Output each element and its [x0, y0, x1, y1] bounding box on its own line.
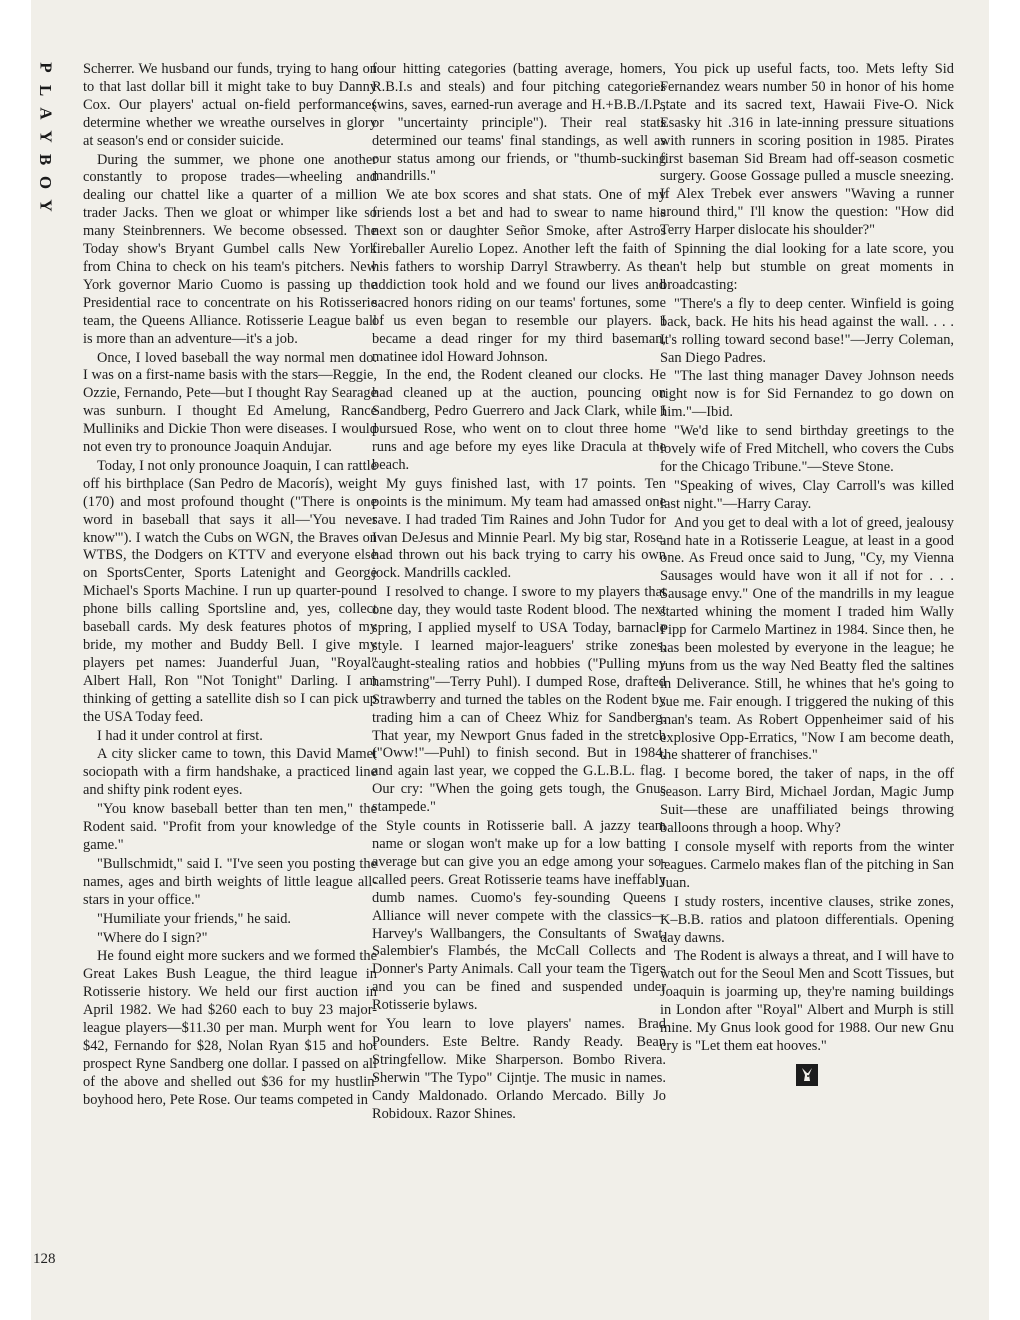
paragraph: My guys finished last, with 17 points. Ten points is the minimum. My team had amassed one save. I had traded Tim Raines and John Tudor for Ivan DeJesus and Minnie Pearl. My big star, Rose, had thrown out his back trying to carry his own jock. Mandrills cackled. [372, 475, 666, 582]
spine-letter: A [36, 107, 56, 120]
paragraph: I console myself with reports from the winter leagues. Carmelo makes flan of the pitching in San Juan. [660, 838, 954, 891]
paragraph: I study rosters, incentive clauses, strike zones, K–B.B. ratios and platoon differentials. Opening day dawns. [660, 893, 954, 946]
spine-letter: B [36, 153, 56, 166]
article-column-3 [660, 61, 954, 1086]
paragraph: four hitting categories (batting average, homers, R.B.I.s and steals) and four pitching categories (wins, saves, earned-run average and H.+B.B./I.P., or "uncertainty principle"). Their real stats determined our teams' final standings, as well as our status among our friends, or "thumb-sucking mandrills." [372, 61, 666, 185]
paragraph: I become bored, the taker of naps, in the off season. Larry Bird, Michael Jordan, Magic Jump Suit—these are unaffiliated beings throwing balloons through a hoop. Why? [660, 766, 954, 837]
magazine-page [31, 0, 989, 1320]
paragraph: He found eight more suckers and we formed the Great Lakes Bush League, the third league in Rotisserie history. We held our first auction in April 1982. We had $260 each to buy 23 major-league players—$11.30 per man. Murph went for $42, Fernando for $28, Nolan Ryan $15 and hot prospect Ryne Sandberg one dollar. I passed on all of the above and shelled out $36 for my hustlin' boyhood hero, Pete Rose. Our teams competed in [83, 948, 377, 1108]
paragraph: I had it under control at first. [97, 727, 263, 744]
spine-letter: Y [36, 130, 56, 143]
paragraph: Scherrer. We husband our funds, trying to hang on to that last dollar bill it might take to buy Danny Cox. Our players' actual on-field performances determine whether we wreathe ourselves in glory at season's end or consider suicide. [83, 61, 377, 149]
paragraph: Style counts in Rotisserie ball. A jazzy team name or slogan won't make up for a low batting average but can give you an edge among your so-called peers. Great Rotisserie teams have ineffably dumb names. Cuomo's fey-sounding Queens Alliance will never compete with the classics—Harvey's Wallbangers, the Consultants of Swat, Salembier's Flambés, the McCall Collects and Donner's Party Animals. Call your team the Tigers and you can be fined and suspended under Rotisserie bylaws. [372, 818, 666, 1014]
spine-letter: L [36, 84, 56, 97]
paragraph: "There's a fly to deep center. Winfield is going back, back. He hits his head against the wall. . . . It's rolling toward second base!"—Jerry Coleman, San Diego Padres. [660, 295, 954, 366]
paragraph: The Rodent is always a threat, and I will have to watch out for the Seoul Men and Scott Tissues, but Joaquin is joarming up, they're naming buildings in London after "Royal" Albert and Murph is still mine. My Gnus look good for 1988. Our new Gnu cry is "Let them eat hooves." [660, 948, 954, 1054]
paragraph: I resolved to change. I swore to my players that one day, they would taste Rodent blood. The next spring, I applied myself to USA Today, barnacle style. I learned major-leaguers' strike zones, caught-stealing ratios and hobbies ("Pulling my hamstring"—Terry Puhl). I dumped Rose, drafted Strawberry and turned the tables on the Rodent by trading him a can of Cheez Whiz for Sandberg. That year, my Newport Gnus faded in the stretch ("Oww!"—Puhl) to finish second. But in 1984, and again last year, we copped the G.L.B.L. flag. Our cry: "When the going gets tough, the Gnus stampede." [372, 584, 666, 816]
article-column-2 [372, 61, 666, 1124]
magazine-spine-label [31, 56, 61, 217]
paragraph: "Speaking of wives, Clay Carroll's was killed last night."—Harry Caray. [660, 477, 954, 512]
page-number: 128 [33, 1251, 56, 1267]
paragraph: A city slicker came to town, this David Mamet sociopath with a firm handshake, a practiced line and shifty pink rodent eyes. [83, 746, 377, 799]
paragraph: Once, I loved baseball the way normal men do. I was on a first-name basis with the stars—Reggie, Ozzie, Fernando, Pete—but I thought Ray Searage was sunburn. I thought Ed Amelung, Rance Mulliniks and Dickie Thon were diseases. I would not even try to pronounce Joaquin Andujar. [83, 349, 377, 456]
paragraph: You learn to love players' names. Brad Pounders. Este Beltre. Randy Ready. Bean Stringfellow. Mike Sharperson. Bombo Rivera. Sherwin "The Typo" Cijntje. The music in names. Candy Maldonado. Orlando Mercado. Billy Jo Robidoux. Razor Shines. [372, 1016, 666, 1122]
paragraph: "Humiliate your friends," he said. [97, 910, 291, 927]
paragraph: "Bullschmidt," said I. "I've seen you posting the names, ages and birth weights of little league all-stars in your office." [83, 855, 377, 908]
paragraph: You pick up useful facts, too. Mets lefty Sid Fernandez wears number 50 in honor of his home state and its sacred text, Hawaii Five-O. Nick Esasky hit .316 in late-inning pressure situations with runners in scoring position in 1985. Pirates first baseman Sid Bream had off-season cosmetic surgery. Goose Gossage pulled a muscle sneezing. If Alex Trebek ever answers "Waving a runner around third," I'll know the question: "How did Terry Harper dislocate his shoulder?" [660, 61, 954, 239]
paragraph: "We'd like to send birthday greetings to the lovely wife of Fred Mitchell, who covers the Cubs for the Chicago Tribune."—Steve Stone. [660, 423, 954, 475]
paragraph: "The last thing manager Davey Johnson needs right now is for Sid Fernandez to go down on him."—Ibid. [660, 368, 954, 421]
article-column-1 [83, 61, 377, 1111]
paragraph: And you get to deal with a lot of greed, jealousy and hate in a Rotisserie League, at least in a good one. As Freud once said to Jung, "Cy, my Vienna Sausages would have won it all if not for . . . Sausage envy." One of the mandrills in my league started whining the moment I traded him Wally Pipp for Carmelo Martinez in 1984. Since then, he has been molested by everyone in the league; he runs from us the way Ned Beatty fled the saltines in Deliverance. Still, he whines that he's going to sue me. Fair enough. I triggered the nuking of this man's team. As Robert Oppenheimer said of his explosive Opp-Erratics, "Now I am become death, the shatterer of franchises." [660, 514, 954, 764]
paragraph: In the end, the Rodent cleaned our clocks. He had cleaned up at the auction, pouncing on Sandberg, Pedro Guerrero and Jack Clark, while I pursued Rose, who went on to clout three home runs and age before my eyes like Dracula at the beach. [372, 367, 666, 473]
spine-letter: O [36, 175, 56, 190]
spine-letter: Y [36, 199, 56, 212]
paragraph: During the summer, we phone one another constantly to propose trades—wheeling and dealing our chattel like a quarter of a million trader Jacks. Then we gloat or whimper like so many Steinbrenners. We become obsessed. The Today show's Bryant Gumbel calls New York from China to check on his team's pitchers. New York governor Mario Cuomo is passing up the Presidential race to concentrate on his Rotisserie team, the Queens Alliance. Rotisserie League ball is more than an adventure—it's a job. [83, 151, 377, 347]
paragraph: "You know baseball better than ten men," the Rodent said. "Profit from your knowledge of the game." [83, 801, 377, 853]
paragraph: Today, I not only pronounce Joaquin, I can rattle off his birthplace (San Pedro de Macorís), weight (170) and most profound thought ("There is one word in baseball that says it all—'You never know'"). I watch the Cubs on WGN, the Braves on WTBS, the Dodgers on KTTV and everyone else on SportsCenter, Sports Latenight and George Michael's Sports Machine. I run up quarter-pound phone bills calling Sportsline and, yes, collect baseball cards. My desk features photos of my bride, my mother and Buddy Bell. I give my players pet names: Juanderful Juan, "Royal" Albert Hall, Ron "Not Tonight" Darling. I am thinking of getting a satellite dish so I can pick up the USA Today feed. [83, 457, 377, 725]
paragraph: "Where do I sign?" [97, 929, 208, 946]
paragraph: We ate box scores and shat stats. One of my friends lost a bet and had to swear to name his next son or daughter Señor Smoke, after Astros fireballer Aurelio Lopez. Another left the faith of his fathers to worship Darryl Strawberry. As the addiction took hold and we found our lives and sacred honors riding on our teams' fortunes, some of us even began to resemble our players. I became a dead ringer for my third baseman, matinee idol Howard Johnson. [372, 187, 666, 365]
paragraph: Spinning the dial looking for a late score, you can't help but stumble on great moments in broadcasting: [660, 241, 954, 293]
rabbit-head-icon [796, 1064, 818, 1086]
spine-letter: P [36, 62, 56, 73]
